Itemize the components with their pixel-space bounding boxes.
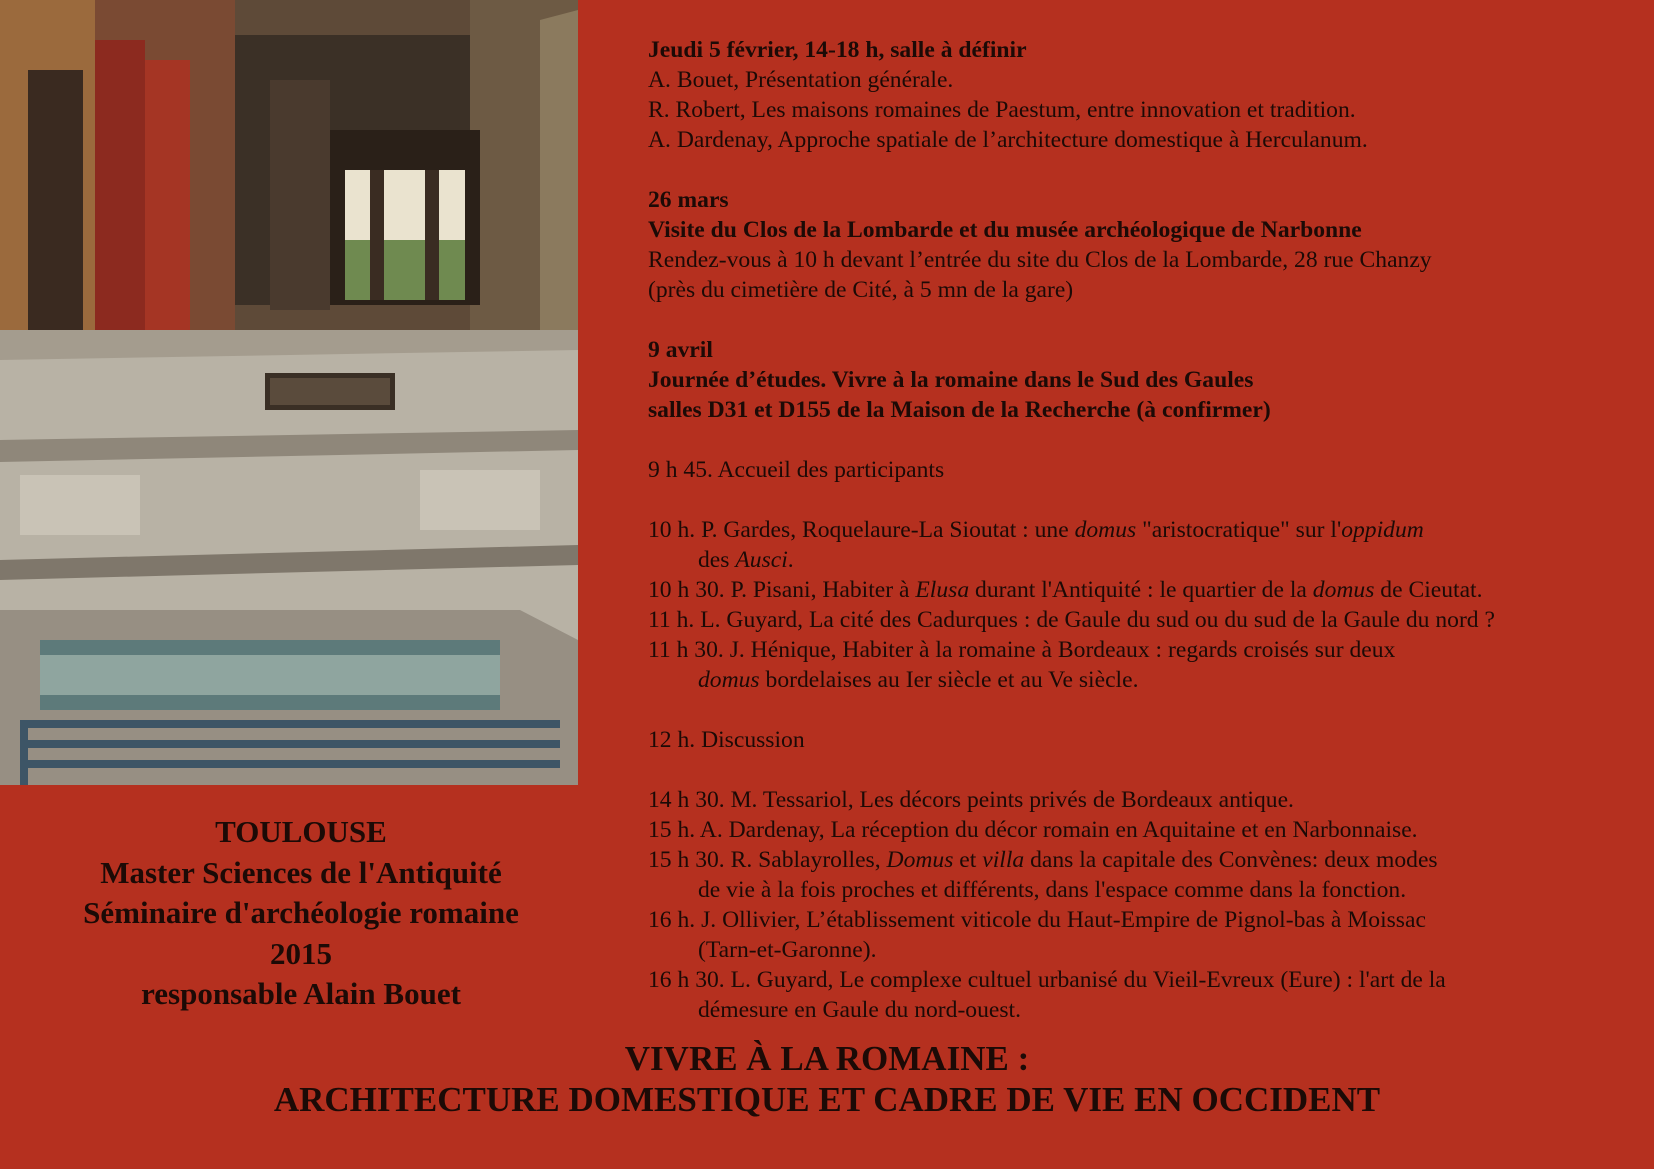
program-list: [648, 35, 1648, 1025]
session-1-item: A. Bouet, Présentation générale.: [648, 67, 954, 93]
talk-sablayrolles: 15 h 30. R. Sablayrolles, Domus et villa dans la capitale des Convènes: deux modes: [648, 847, 1438, 873]
session-3-location: salles D31 et D155 de la Maison de la Recherche (à confirmer): [648, 397, 1271, 423]
session-2-heading: Visite du Clos de la Lombarde et du musée archéologique de Narbonne: [648, 217, 1362, 243]
session-2-item: (près du cimetière de Cité, à 5 mn de la gare): [648, 277, 1074, 303]
seminar-info: [0, 812, 602, 1015]
responsible-label: responsable Alain Bouet: [141, 976, 461, 1011]
talk-ollivier: 16 h. J. Ollivier, L’établissement viticole du Haut-Empire de Pignol-bas à Moissac: [648, 907, 1426, 933]
talk-pisani: 10 h 30. P. Pisani, Habiter à Elusa durant l'Antiquité : le quartier de la domus de Cieutat.: [648, 577, 1483, 603]
title-line-1: VIVRE À LA ROMAINE :: [624, 1039, 1030, 1078]
talk-henique: 11 h 30. J. Hénique, Habiter à la romaine à Bordeaux : regards croisés sur deux: [648, 637, 1396, 663]
talk-guyard-1: 11 h. L. Guyard, La cité des Cadurques : de Gaule du sud ou du sud de la Gaule du nord ?: [648, 607, 1495, 633]
discussion-item: 12 h. Discussion: [648, 727, 805, 753]
talk-tessariol: 14 h 30. M. Tessariol, Les décors peints privés de Bordeaux antique.: [648, 787, 1294, 813]
talk-dardenay: 15 h. A. Dardenay, La réception du décor romain en Aquitaine et en Narbonnaise.: [648, 817, 1418, 843]
city-label: TOULOUSE: [215, 814, 387, 849]
year-label: 2015: [270, 935, 332, 971]
session-2-item: Rendez-vous à 10 h devant l’entrée du site du Clos de la Lombarde, 28 rue Chanzy: [648, 247, 1432, 273]
master-label: Master Sciences de l'Antiquité: [100, 854, 502, 890]
seminar-label: Séminaire d'archéologie romaine: [83, 895, 519, 930]
roman-atrium-photo: [0, 0, 578, 785]
talk-guyard-2-cont: démesure en Gaule du nord-ouest.: [698, 997, 1021, 1023]
talk-henique-cont: domus bordelaises au Ier siècle et au Ve siècle.: [698, 667, 1139, 693]
talk-guyard-2: 16 h 30. L. Guyard, Le complexe cultuel urbanisé du Vieil-Evreux (Eure) : l'art de la: [648, 967, 1446, 993]
talk-gardes: 10 h. P. Gardes, Roquelaure-La Sioutat : une domus "aristocratique" sur l'oppidum: [648, 517, 1424, 543]
welcome-item: 9 h 45. Accueil des participants: [648, 457, 945, 483]
talk-gardes-cont: des Ausci.: [698, 547, 794, 573]
session-3-date: 9 avril: [648, 337, 713, 363]
talk-sablayrolles-cont: de vie à la fois proches et différents, dans l'espace comme dans la fonction.: [698, 877, 1407, 903]
session-3-heading: Journée d’études. Vivre à la romaine dans le Sud des Gaules: [648, 367, 1254, 393]
session-2-date: 26 mars: [648, 187, 729, 213]
session-1-item: A. Dardenay, Approche spatiale de l’architecture domestique à Herculanum.: [648, 127, 1368, 153]
session-1-item: R. Robert, Les maisons romaines de Paestum, entre innovation et tradition.: [648, 97, 1356, 123]
session-1-heading: Jeudi 5 février, 14-18 h, salle à définir: [648, 37, 1027, 63]
title-line-2: ARCHITECTURE DOMESTIQUE ET CADRE DE VIE EN OCCIDENT: [273, 1080, 1381, 1119]
roman-atrium-photo-icon: [0, 0, 578, 785]
talk-ollivier-cont: (Tarn-et-Garonne).: [698, 937, 877, 963]
main-title: [0, 1038, 1654, 1120]
